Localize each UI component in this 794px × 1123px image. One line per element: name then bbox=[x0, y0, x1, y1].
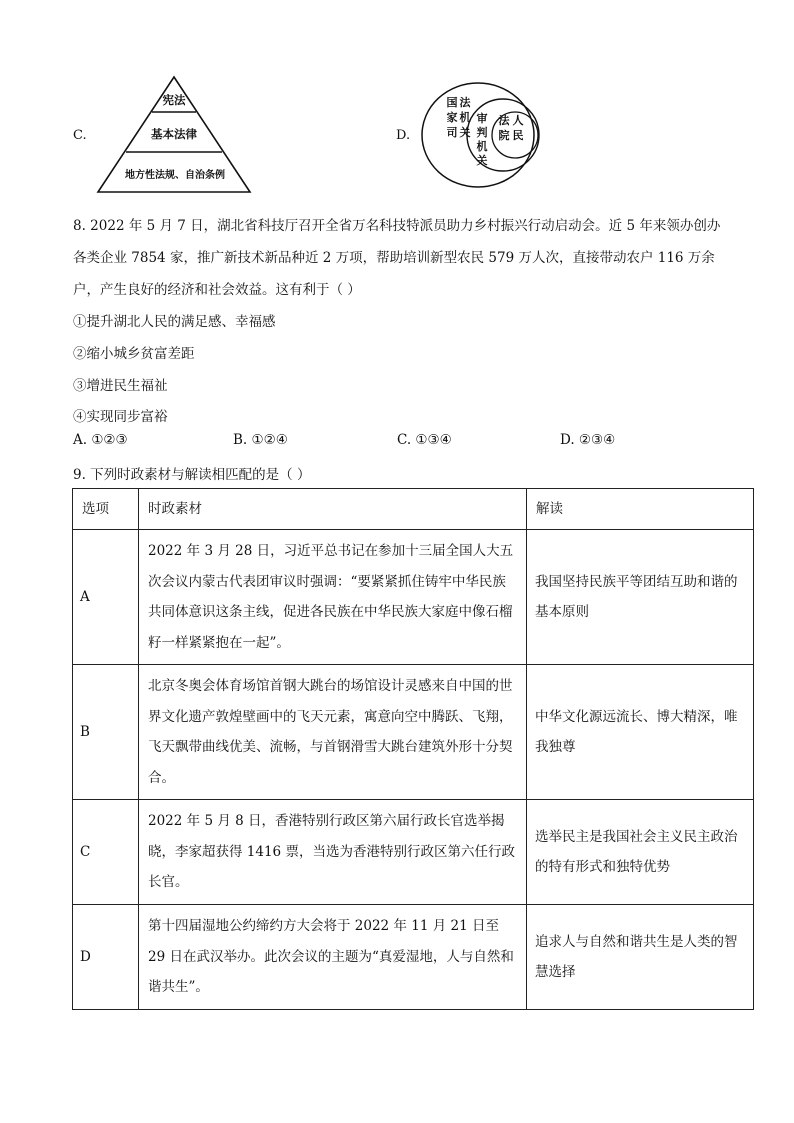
q8-stem-line-1: 8. 2022 年 5 月 7 日，湖北省科技厅召开全省万名科技特派员助力乡村振兴行动启动会。近 5 年来领办创办 bbox=[73, 218, 721, 234]
q8-statement-3: ③增进民生福祉 bbox=[73, 378, 168, 394]
vt-outer-char: 国 bbox=[446, 96, 458, 109]
q8-stem-line-2: 各类企业 7854 家，推广新技术新品种近 2 万项，帮助培训新型农民 579 万人次，直接带动农户 116 万余 bbox=[73, 250, 715, 266]
table-row-d bbox=[73, 905, 754, 1010]
row-d-material: 第十四届湿地公约缔约方大会将于 2022 年 11 月 21 日至 29 日在武汉举办。此次会议的主题为“真爱湿地，人与自然和谐共生”。 bbox=[139, 905, 527, 1010]
q9-table bbox=[72, 488, 754, 1010]
pyramid-level-2: 基本法律 bbox=[151, 127, 197, 141]
header-interpretation: 解读 bbox=[527, 489, 754, 530]
q8-stem-line-3: 户，产生良好的经济和社会效益。这有利于（ ） bbox=[73, 282, 361, 298]
row-a-option: A bbox=[73, 530, 139, 665]
row-a-material: 2022 年 3 月 28 日，习近平总书记在参加十三届全国人大五次会议内蒙古代表团审议时强调：“要紧紧抓住铸牢中华民族共同体意识这条主线，促进各民族在中华民族大家庭中像石榴籽一样紧紧抱在一起”。 bbox=[139, 530, 527, 665]
q8-choice-a[interactable]: A. ①②③ bbox=[73, 432, 128, 448]
row-b-interpretation: 中华文化源远流长、博大精深，唯我独尊 bbox=[527, 665, 754, 800]
option-d-label: D. bbox=[396, 128, 411, 143]
q8-statement-2: ②缩小城乡贫富差距 bbox=[73, 346, 195, 362]
header-option: 选项 bbox=[73, 489, 139, 530]
header-material: 时政素材 bbox=[139, 489, 527, 530]
vt-outer-char: 法 bbox=[459, 96, 471, 109]
option-c-label: C. bbox=[73, 128, 87, 143]
vt-inner-char: 法 bbox=[498, 114, 510, 127]
vt-inner-char: 民 bbox=[512, 129, 524, 142]
outer-circle-label bbox=[447, 95, 472, 139]
q8-choice-d[interactable]: D. ②③④ bbox=[560, 432, 616, 448]
row-c-material: 2022 年 5 月 8 日，香港特别行政区第六届行政长官选举揭晓，李家超获得 1416 票，当选为香港特别行政区第六任行政长官。 bbox=[139, 800, 527, 905]
row-d-interpretation: 追求人与自然和谐共生是人类的智慧选择 bbox=[527, 905, 754, 1010]
q8-statement-4: ④实现同步富裕 bbox=[73, 409, 168, 425]
vt-middle-char: 审 bbox=[476, 112, 488, 125]
vt-middle-char: 判 bbox=[476, 126, 488, 139]
row-d-option: D bbox=[73, 905, 139, 1010]
table-row-b bbox=[73, 665, 754, 800]
pyramid-level-1: 宪法 bbox=[162, 93, 186, 107]
row-c-interpretation: 选举民主是我国社会主义民主政治的特有形式和独特优势 bbox=[527, 800, 754, 905]
pyramid-level-3: 地方性法规、自治条例 bbox=[125, 170, 225, 181]
vt-inner-char: 院 bbox=[498, 129, 510, 142]
vt-outer-char: 关 bbox=[459, 126, 471, 139]
vt-middle-char: 关 bbox=[476, 154, 488, 167]
vt-outer-char: 机 bbox=[459, 111, 471, 124]
vt-outer-char: 家 bbox=[446, 111, 458, 124]
q8-statement-1: ①提升湖北人民的满足感、幸福感 bbox=[73, 314, 276, 330]
nested-circles-diagram bbox=[418, 80, 543, 190]
row-c-option: C bbox=[73, 800, 139, 905]
hierarchy-pyramid bbox=[95, 74, 253, 196]
row-b-material: 北京冬奥会体育场馆首钢大跳台的场馆设计灵感来自中国的世界文化遗产敦煌壁画中的飞天元素，寓意向空中腾跃、飞翔，飞天飘带曲线优美、流畅，与首钢滑雪大跳台建筑外形十分契合。 bbox=[139, 665, 527, 800]
vt-inner-char: 人 bbox=[512, 114, 524, 127]
inner-circle-label bbox=[499, 113, 524, 142]
row-b-option: B bbox=[73, 665, 139, 800]
q8-choice-b[interactable]: B. ①②④ bbox=[233, 432, 288, 448]
vt-middle-char: 机 bbox=[476, 140, 488, 153]
middle-circle-label bbox=[477, 111, 488, 167]
row-a-interpretation: 我国坚持民族平等团结互助和谐的基本原则 bbox=[527, 530, 754, 665]
q9-stem: 9. 下列时政素材与解读相匹配的是（ ） bbox=[73, 467, 311, 483]
q8-choice-c[interactable]: C. ①③④ bbox=[397, 432, 452, 448]
vt-outer-char: 司 bbox=[446, 126, 458, 139]
table-row-a bbox=[73, 530, 754, 665]
table-row-c bbox=[73, 800, 754, 905]
table-header-row bbox=[73, 489, 754, 530]
